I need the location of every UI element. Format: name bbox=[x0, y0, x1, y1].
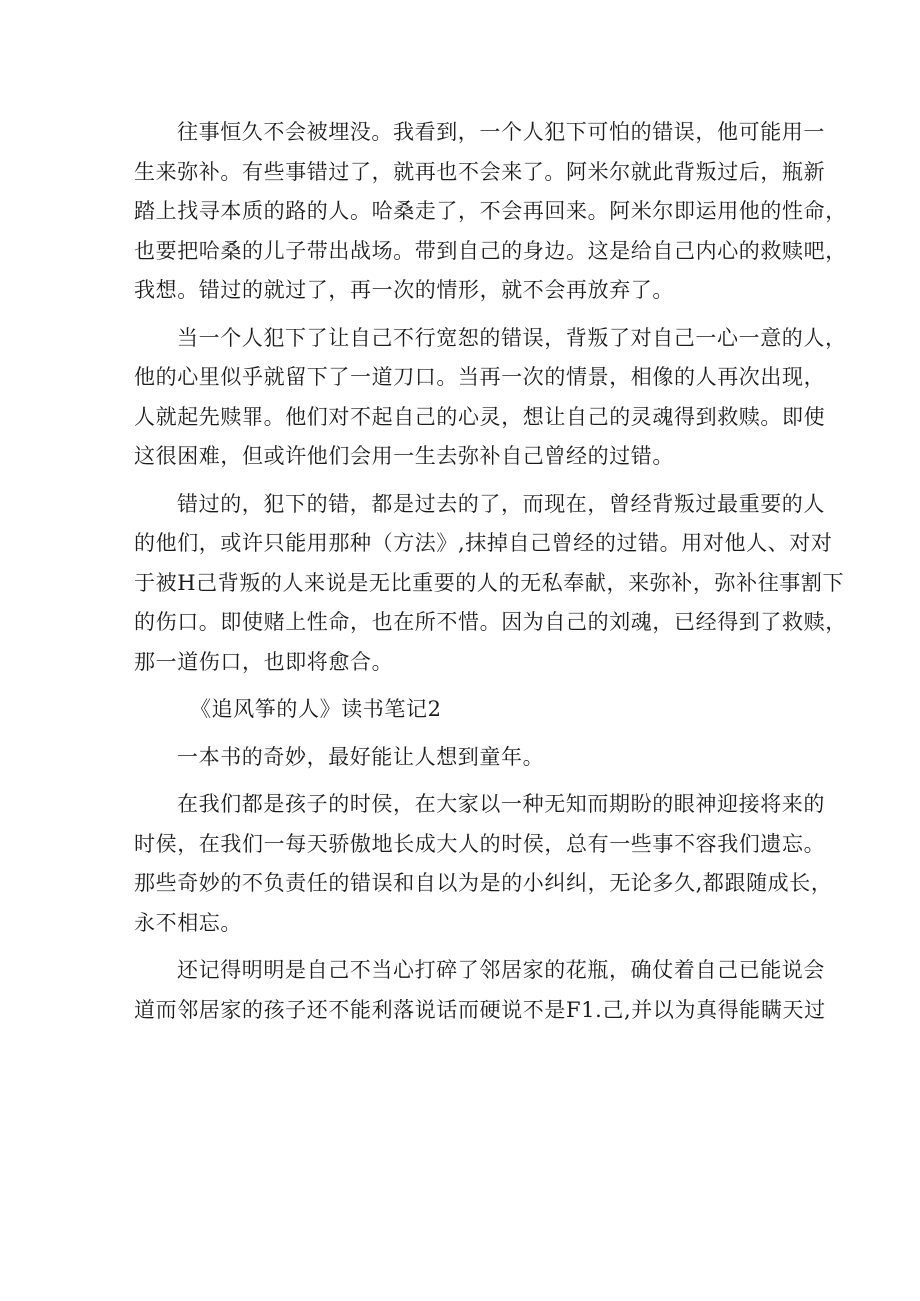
text-line: 也要把哈桑的儿子带出战场。带到自己的身边。这是给自己内心的救赎吧， bbox=[134, 238, 847, 263]
text-line: 永不相忘。 bbox=[134, 910, 242, 935]
text-line: 一本书的奇妙，最好能让人想到童年。 bbox=[177, 744, 545, 769]
paragraph bbox=[134, 951, 826, 1030]
text-line: 生来弥补。有些事错过了，就再也不会来了。阿米尔就此背叛过后，瓶新 bbox=[134, 159, 826, 184]
text-line: 道而邻居家的孩子还不能利落说话而硬说不是F1.己,并以为真得能瞒天过 bbox=[134, 997, 826, 1022]
text-line: 时侯，在我们一每天骄傲地长成大人的时侯，总有一些事不容我们遗忘。 bbox=[134, 831, 826, 856]
text-line: 人就起先赎罪。他们对不起自己的心灵，想让自己的灵魂得到救赎。即使 bbox=[134, 404, 826, 429]
text-line: 这很困难，但或许他们会用一生去弥补自己曾经的过错。 bbox=[134, 444, 674, 468]
paragraph bbox=[134, 319, 847, 477]
section-heading-text: 《追风筝的人》读书笔记2 bbox=[190, 697, 442, 721]
text-line: 我想。错过的就过了，再一次的情形，就不会再放弃了。 bbox=[134, 278, 674, 302]
paragraph bbox=[134, 738, 794, 778]
text-line: 往事恒久不会被埋没。我看到，一个人犯下可怕的错误，他可能用一 bbox=[177, 120, 825, 144]
text-line: 的他们，或许只能用那种（方法》,抹掉自己曾经的过错。用对他人、对对 bbox=[134, 531, 833, 555]
paragraph bbox=[134, 785, 833, 943]
text-line: 他的心里似乎就留下了一道刀口。当再一次的情景，相像的人再次出现， bbox=[134, 365, 826, 389]
section-heading bbox=[134, 690, 794, 730]
text-line: 的伤口。即使赌上性命，也在所不惜。因为自己的刘魂，已经得到了救赎， bbox=[134, 610, 847, 634]
paragraph bbox=[134, 485, 847, 683]
text-line: 于被H己背叛的人来说是无比重要的人的无私奉献，来弥补，弥补往事割下 bbox=[134, 570, 845, 595]
text-line: 在我们都是孩子的时侯，在大家以一种无知而期盼的眼神迎接将来的 bbox=[177, 792, 825, 816]
text-line: 踏上找寻本质的路的人。哈桑走了，不会再回来。阿米尔即运用他的性命， bbox=[134, 199, 847, 223]
text-line: 还记得明明是自己不当心打碎了邻居家的花瓶，确仗着自己已能说会 bbox=[177, 958, 825, 982]
paragraph bbox=[134, 113, 847, 311]
text-line: 当一个人犯下了让自己不行宽恕的错误，背叛了对自己一心一意的人， bbox=[177, 325, 847, 350]
document-body bbox=[134, 113, 847, 1030]
text-line: 那一道伤口，也即将愈合。 bbox=[134, 649, 394, 674]
text-line: 那些奇妙的不负责任的错误和自以为是的小纠纠，无论多久,都跟随成长， bbox=[134, 871, 833, 895]
text-line: 错过的，犯下的错，都是过去的了，而现在，曾经背叛过最重要的人 bbox=[177, 491, 825, 516]
